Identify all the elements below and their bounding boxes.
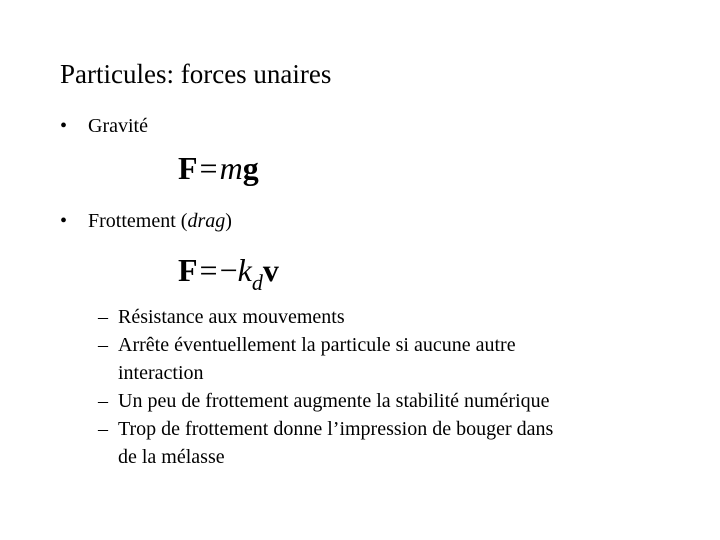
slide-title: Particules: forces unaires — [60, 59, 332, 89]
bullet-text-prefix: Frottement ( — [88, 210, 188, 232]
subitem-marker: – — [98, 334, 108, 356]
drag-equation — [178, 252, 279, 295]
equals-sign: = — [199, 252, 218, 288]
subitem — [98, 387, 688, 415]
force-symbol: F — [178, 252, 198, 288]
subitem-marker: – — [98, 390, 108, 412]
subitem-line: Arrête éventuellement la particule si aucune autre — [118, 334, 516, 356]
bullet-gravity — [60, 113, 148, 139]
bullet-text-italic: drag — [187, 210, 226, 232]
subitem-line: de la mélasse — [118, 446, 225, 468]
drag-coefficient-symbol: k — [237, 252, 252, 288]
mass-symbol: m — [219, 150, 243, 186]
subitem-line: Trop de frottement donne l’impression de bouger dans — [118, 418, 554, 440]
force-symbol: F — [178, 150, 198, 186]
gravity-symbol: g — [242, 150, 259, 186]
equals-sign: = — [199, 150, 218, 186]
subitem-line: interaction — [118, 362, 204, 384]
subitem — [98, 415, 688, 471]
drag-coefficient-subscript: d — [251, 270, 263, 295]
subitem-line: Résistance aux mouvements — [118, 306, 345, 328]
subitem — [98, 303, 688, 331]
subitem — [98, 331, 688, 387]
drag-subitems — [98, 303, 688, 471]
velocity-symbol: v — [262, 252, 279, 288]
minus-sign: − — [219, 252, 238, 288]
bullet-marker: • — [60, 210, 68, 232]
subitem-marker: – — [98, 418, 108, 440]
bullet-drag — [60, 208, 232, 234]
bullet-text-suffix: ) — [225, 210, 232, 232]
subitem-line: Un peu de frottement augmente la stabilité numérique — [118, 390, 550, 412]
subitem-marker: – — [98, 306, 108, 328]
gravity-equation — [178, 152, 259, 184]
bullet-text: Gravité — [88, 115, 148, 137]
bullet-marker: • — [60, 115, 68, 137]
